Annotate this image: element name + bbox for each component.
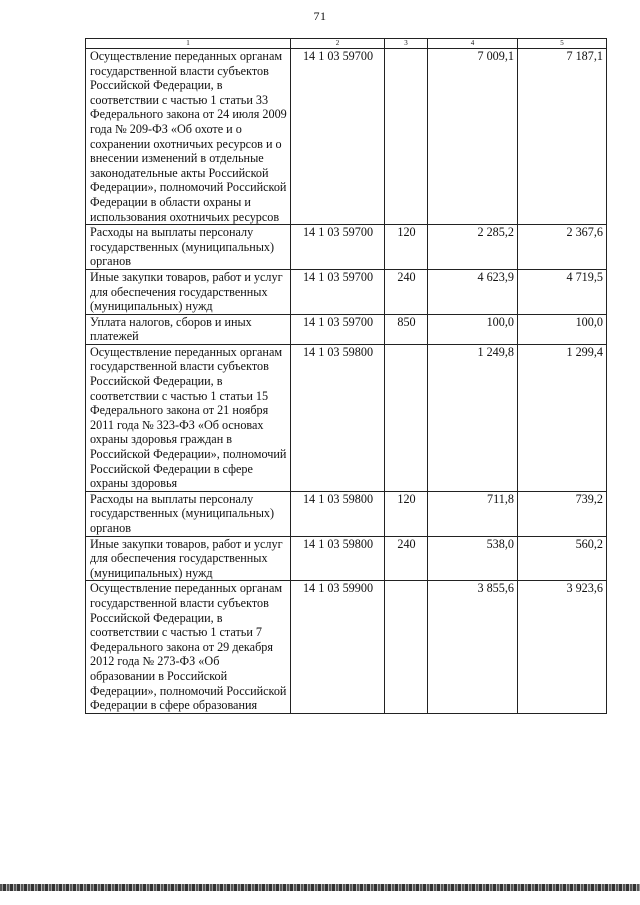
page-number: 71 — [313, 9, 327, 23]
column-header-1: 1 — [86, 39, 291, 49]
amount-column-4: 2 285,2 — [428, 225, 518, 270]
amount-column-4: 3 855,6 — [428, 581, 518, 713]
expense-name: Расходы на выплаты персоналу государственных (муниципальных) органов — [86, 491, 291, 536]
amount-column-5: 560,2 — [518, 536, 607, 581]
expense-name: Осуществление переданных органам государственной власти субъектов Российской Федерации, в соответствии с частью 1 статьи 7 Федерального закона от 29 декабря 2012 года № 273-ФЗ «Об образовании в Российской Федерации», полномочий Российской Федерации в сфере образования — [86, 581, 291, 713]
amount-column-4: 7 009,1 — [428, 49, 518, 225]
expense-name: Иные закупки товаров, работ и услуг для обеспечения государственных (муниципальных) нужд — [86, 536, 291, 581]
header-row — [86, 39, 607, 49]
table-row — [86, 225, 607, 270]
expense-name: Уплата налогов, сборов и иных платежей — [86, 314, 291, 344]
table-row — [86, 49, 607, 225]
amount-column-5: 100,0 — [518, 314, 607, 344]
expense-name: Иные закупки товаров, работ и услуг для обеспечения государственных (муниципальных) нужд — [86, 269, 291, 314]
amount-column-4: 711,8 — [428, 491, 518, 536]
column-header-3: 3 — [385, 39, 428, 49]
expense-type-code — [385, 344, 428, 491]
amount-column-5: 4 719,5 — [518, 269, 607, 314]
expense-type-code: 240 — [385, 536, 428, 581]
target-article-code: 14 1 03 59800 — [291, 344, 385, 491]
table-row — [86, 581, 607, 713]
amount-column-4: 4 623,9 — [428, 269, 518, 314]
target-article-code: 14 1 03 59800 — [291, 491, 385, 536]
amount-column-5: 1 299,4 — [518, 344, 607, 491]
table-row — [86, 536, 607, 581]
target-article-code: 14 1 03 59700 — [291, 225, 385, 270]
amount-column-5: 739,2 — [518, 491, 607, 536]
target-article-code: 14 1 03 59700 — [291, 269, 385, 314]
expense-type-code: 120 — [385, 491, 428, 536]
expense-name: Расходы на выплаты персоналу государственных (муниципальных) органов — [86, 225, 291, 270]
expense-name: Осуществление переданных органам государственной власти субъектов Российской Федерации, в соответствии с частью 1 статьи 33 Федерального закона от 24 июля 2009 года № 209-ФЗ «Об охоте и о сохранении охотничьих ресурсов и о внесении изменений в отдельные законодательные акты Российской Федерации», полномочий Российской Федерации в области охраны и использования охотничьих ресурсов — [86, 49, 291, 225]
amount-column-4: 538,0 — [428, 536, 518, 581]
table-row — [86, 344, 607, 491]
column-header-2: 2 — [291, 39, 385, 49]
scan-edge-artifact — [0, 884, 640, 891]
amount-column-5: 2 367,6 — [518, 225, 607, 270]
expense-type-code: 850 — [385, 314, 428, 344]
expense-type-code: 240 — [385, 269, 428, 314]
target-article-code: 14 1 03 59900 — [291, 581, 385, 713]
target-article-code: 14 1 03 59700 — [291, 49, 385, 225]
expense-type-code: 120 — [385, 225, 428, 270]
amount-column-4: 100,0 — [428, 314, 518, 344]
amount-column-5: 7 187,1 — [518, 49, 607, 225]
expense-type-code — [385, 581, 428, 713]
table-row — [86, 314, 607, 344]
amount-column-5: 3 923,6 — [518, 581, 607, 713]
table-row — [86, 269, 607, 314]
target-article-code: 14 1 03 59700 — [291, 314, 385, 344]
column-header-5: 5 — [518, 39, 607, 49]
amount-column-4: 1 249,8 — [428, 344, 518, 491]
column-header-4: 4 — [428, 39, 518, 49]
table-row — [86, 491, 607, 536]
expense-name: Осуществление переданных органам государственной власти субъектов Российской Федерации, в соответствии с частью 1 статьи 15 Федерального закона от 21 ноября 2011 года № 323-ФЗ «Об основах охраны здоровья граждан в Российской Федерации», полномочий Российской Федерации в сфере охраны здоровья — [86, 344, 291, 491]
expense-type-code — [385, 49, 428, 225]
budget-table — [85, 38, 607, 714]
target-article-code: 14 1 03 59800 — [291, 536, 385, 581]
